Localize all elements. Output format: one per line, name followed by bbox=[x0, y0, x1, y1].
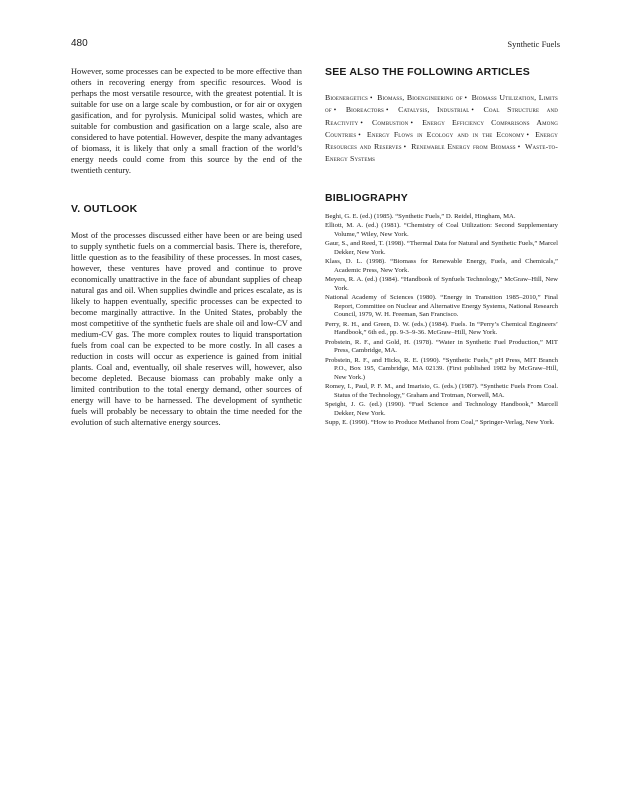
see-also-item[interactable]: Energy Efficiency Comparisons Among Countries bbox=[325, 117, 558, 139]
bibliography-entry: Supp, E. (1990). “How to Produce Methanol from Coal,” Springer-Verlag, New York. bbox=[325, 419, 555, 427]
bullet-separator: • bbox=[369, 94, 373, 102]
bibliography-entry: Meyers, R. A. (ed.) (1984). “Handbook of Synfuels Technology,” McGraw–Hill, New York. bbox=[325, 276, 558, 292]
page-number: 480 bbox=[71, 38, 88, 49]
bibliography-heading: BIBLIOGRAPHY bbox=[325, 191, 408, 204]
see-also-item[interactable]: Energy Resources and Reserves bbox=[325, 129, 558, 152]
bibliography-entry: Probstein, R. F., and Hicks, R. E. (1990). “Synthetic Fuels,” pH Press, MIT Branch P.O., Box 195, Cambridge, MA 02139. (First published 1982 by McGraw–Hill, New York.) bbox=[325, 356, 558, 381]
bullet-separator: • bbox=[403, 143, 407, 152]
see-also-heading: SEE ALSO THE FOLLOWING ARTICLES bbox=[325, 66, 530, 78]
see-also-item[interactable]: Bioreactors bbox=[345, 105, 384, 115]
see-also-item[interactable]: Waste-to-Energy Systems bbox=[325, 142, 558, 164]
bibliography-entry: Klass, D. L. (1998). “Biomass for Renewable Energy, Fuels, and Chemicals,” Academic Press, New York. bbox=[325, 258, 558, 274]
see-also-item[interactable]: Bioenergetics bbox=[325, 93, 368, 102]
bibliography-entry: Gaur, S., and Reed, T. (1998). “Thermal Data for Natural and Synthetic Fuels,” Marcel Dekker, New York. bbox=[325, 240, 558, 256]
bullet-separator: • bbox=[358, 130, 361, 139]
see-also-item[interactable]: Catalysis, Industrial bbox=[398, 105, 470, 115]
see-also-item[interactable]: Biomass, Bioengineering of bbox=[377, 93, 463, 102]
bibliography-entry: Elliott, M. A. (ed.) (1981). “Chemistry of Coal Utilization: Second Supplementary Volume,” Wiley, New York. bbox=[325, 222, 558, 238]
bibliography-entry: National Academy of Sciences (1980). “Energy in Transition 1985–2010,” Final Report, Committee on Nuclear and Alternative Energy Systems, National Research Council, 1979, W. H. Freeman, San Francisco. bbox=[325, 294, 558, 319]
see-also-item[interactable]: Coal Structure and Reactivity bbox=[325, 105, 558, 127]
see-also-item[interactable]: Renewable Energy from Biomass bbox=[411, 142, 516, 152]
see-also-item[interactable]: Energy Flows in Ecology and in the Economy bbox=[366, 129, 525, 139]
bibliography-list bbox=[325, 213, 558, 428]
see-also-item[interactable]: Combustion bbox=[372, 117, 409, 127]
outlook-heading: V. OUTLOOK bbox=[71, 203, 138, 215]
bullet-separator: • bbox=[526, 130, 530, 139]
bibliography-entry: Perry, R. H., and Green, D. W. (eds.) (1984). Fuels. In “Perry’s Chemical Engineers’ Handbook,” 6th ed., pp. 9-3–9-36. McGraw–Hill, New York. bbox=[325, 320, 558, 337]
bullet-separator: • bbox=[471, 106, 475, 115]
bullet-separator: • bbox=[464, 94, 468, 102]
bullet-separator: • bbox=[517, 143, 521, 152]
see-also-item[interactable]: Biomass Utilization, Limits of bbox=[325, 93, 558, 115]
bibliography-entry: Speight, J. G. (ed.) (1990). “Fuel Science and Technology Handbook,” Marcell Dekker, New York. bbox=[325, 401, 558, 417]
bullet-separator: • bbox=[385, 106, 389, 115]
intro-paragraph: However, some processes can be expected to be more effective than others in recovering energy from specific resources. Wood is perhaps the most versatile resource, with the greatest potential. It is suitable for use on a large scale by combustion, or for air or oxygen gasification, and for pyrolysis. Municipal solid wastes, which are suitable for combustion and gasification on a large scale, also are considered to have potential. However, despite the many advantages of biomass, it is likely that only a small fraction of the world’s energy needs could come from this source by the end of the twentieth century. bbox=[71, 67, 302, 175]
see-also-list bbox=[325, 92, 558, 165]
bibliography-entry: Beghi, G. E. (ed.) (1985). “Synthetic Fuels,” D. Reidel, Hingham, MA. bbox=[325, 212, 516, 220]
running-head: Synthetic Fuels bbox=[507, 39, 560, 49]
bullet-separator: • bbox=[360, 118, 363, 127]
outlook-paragraph: Most of the processes discussed either have been or are being used to supply synthetic fuels on a commercial basis. There is, therefore, little question as to the feasibility of these processes. In most cases, however, these ventures have proved and continue to prove economically unattractive in the face of abundant supplies of cheap natural gas and oil. When supplies dwindle and prices escalate, as is likely to happen eventually, specific processes can be expected to become marginally attractive. In the United States, probably the most competitive of the synthetic fuels are shale oil and low-CV and medium-CV gas. The more complex routes to liquid transportation fuels from coal can be expected to be more costly. In all cases a reduction in costs will occur as experience is gained from initial plants. Coal and, eventually, oil shale reserves will, however, also become depleted. Because biomass can probably make only a limited contribution to the total energy demand, other sources of energy will have to be harnessed. The development of synthetic fuels will probably be necessary to obtain the time needed for the evolution of such alternative energy sources. bbox=[71, 231, 302, 427]
bullet-separator: • bbox=[333, 106, 337, 115]
bibliography-entry: Probstein, R. F., and Gold, H. (1978). “Water in Synthetic Fuel Production,” MIT Press, Cambridge, MA. bbox=[325, 338, 558, 355]
bullet-separator: • bbox=[410, 118, 414, 127]
right-column bbox=[325, 66, 558, 429]
bibliography-entry: Romey, I., Paul, P. F. M., and Imarisio, G. (eds.) (1987). “Synthetic Fuels From Coal. Status of the Technology,” Graham and Trotman, Norwell, MA. bbox=[325, 383, 558, 399]
left-column bbox=[71, 66, 302, 428]
